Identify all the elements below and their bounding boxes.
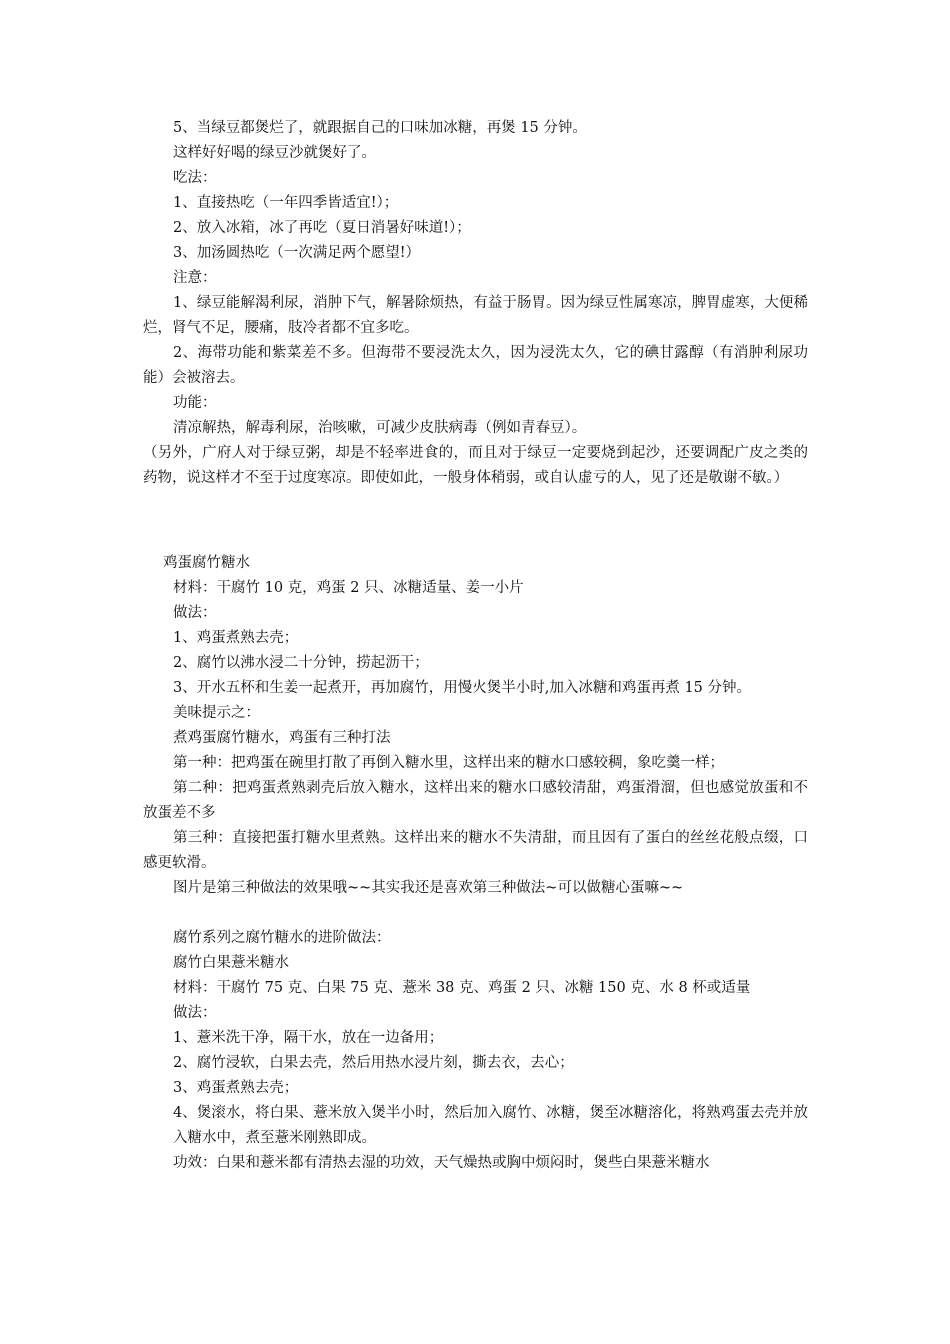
function-text: 清凉解热，解毒利尿，治咳嗽，可减少皮肤病毒（例如青春豆）。 — [173, 420, 587, 436]
advanced-materials: 材料：干腐竹 75 克、白果 75 克、薏米 38 克、鸡蛋 2 只、冰糖 150 克、水 8 杯或适量 — [173, 980, 751, 996]
egg-yuba-step-3: 3、开水五杯和生姜一起煮开，再加腐竹，用慢火煲半小时,加入冰糖和鸡蛋再煮 15 分钟。 — [173, 680, 751, 696]
egg-way-1: 第一种：把鸡蛋在碗里打散了再倒入糖水里，这样出来的糖水口感较稠，象吃羹一样； — [173, 755, 724, 771]
note-item-1: 1、绿豆能解渴利尿，消肿下气，解暑除烦热，有益于肠胃。因为绿豆性属寒凉，脾胃虚寒，大便稀烂，肾气不足，腰痛，肢冷者都不宜多吃。 — [143, 295, 808, 336]
mung-bean-done: 这样好好喝的绿豆沙就煲好了。 — [173, 145, 376, 161]
recipe-title-egg-yuba: 鸡蛋腐竹糖水 — [163, 555, 250, 571]
note-item-2: 2、海带功能和紫菜差不多。但海带不要浸洗太久，因为浸洗太久，它的碘甘露醇（有消肿利尿功能）会被溶去。 — [143, 345, 808, 386]
egg-yuba-step-1: 1、鸡蛋煮熟去壳； — [173, 630, 299, 646]
advanced-step-3: 3、鸡蛋煮熟去壳； — [173, 1080, 299, 1096]
aside-paragraph: （另外，广府人对于绿豆粥，却是不轻率进食的，而且对于绿豆一定要烧到起沙，还要调配广皮之类的药物，说这样才不至于过度寒凉。即使如此，一般身体稍弱，或自认虚亏的人，见了还是敬谢不敏。） — [143, 445, 808, 486]
egg-way-2: 第二种：把鸡蛋煮熟剥壳后放入糖水，这样出来的糖水口感较清甜，鸡蛋滑溜，但也感觉放蛋和不放蛋差不多 — [143, 780, 808, 821]
egg-yuba-method-heading: 做法： — [173, 605, 217, 621]
tips-intro: 煮鸡蛋腐竹糖水，鸡蛋有三种打法 — [173, 730, 391, 746]
series-heading: 腐竹系列之腐竹糖水的进阶做法： — [173, 930, 391, 946]
section-gap-small — [143, 901, 808, 926]
egg-way-3: 第三种：直接把蛋打糖水里煮熟。这样出来的糖水不失清甜，而且因有了蛋白的丝丝花般点缀，口感更软滑。 — [143, 830, 808, 871]
note-heading: 注意： — [173, 270, 217, 286]
egg-yuba-step-2: 2、腐竹以沸水浸二十分钟，捞起沥干； — [173, 655, 429, 671]
egg-yuba-materials: 材料：干腐竹 10 克，鸡蛋 2 只、冰糖适量、姜一小片 — [173, 580, 524, 596]
function-heading: 功能： — [173, 395, 217, 411]
document-body — [143, 116, 808, 1176]
advanced-step-1: 1、薏米洗干净，隔干水，放在一边备用； — [173, 1030, 444, 1046]
eat-method-item-1: 1、直接热吃（一年四季皆适宜!）； — [173, 195, 399, 211]
section-gap — [143, 491, 808, 551]
photo-note: 图片是第三种做法的效果哦~~其实我还是喜欢第三种做法~可以做糖心蛋嘛~~ — [173, 880, 684, 896]
mung-bean-step-5: 5、当绿豆都煲烂了，就跟据自己的口味加冰糖，再煲 15 分钟。 — [173, 120, 587, 136]
tips-heading: 美味提示之： — [173, 705, 260, 721]
eat-method-item-3: 3、加汤圆热吃（一次满足两个愿望!） — [173, 245, 421, 261]
eat-method-heading: 吃法： — [173, 170, 217, 186]
advanced-step-2: 2、腐竹浸软，白果去壳，然后用热水浸片刻，撕去衣，去心； — [173, 1055, 574, 1071]
advanced-effect: 功效：白果和薏米都有清热去湿的功效，天气燥热或胸中烦闷时，煲些白果薏米糖水 — [173, 1155, 710, 1171]
advanced-method-heading: 做法： — [173, 1005, 217, 1021]
advanced-step-4: 4、煲滚水，将白果、薏米放入煲半小时，然后加入腐竹、冰糖，煲至冰糖溶化，将熟鸡蛋去壳并放入糖水中，煮至薏米刚熟即成。 — [173, 1105, 808, 1146]
recipe-title-yuba-ginkgo: 腐竹白果薏米糖水 — [173, 955, 289, 971]
eat-method-item-2: 2、放入冰箱，冰了再吃（夏日消暑好味道!）； — [173, 220, 471, 236]
